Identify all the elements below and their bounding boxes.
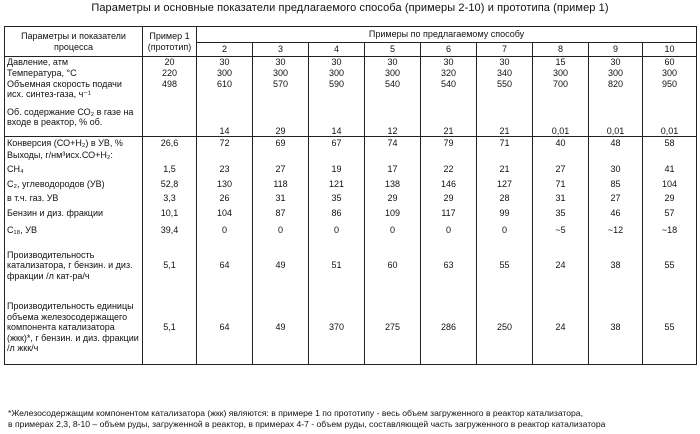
header-example-6: 6 <box>421 43 477 57</box>
cell-value: ~12 <box>589 221 643 241</box>
cell-value: 55 <box>643 291 697 365</box>
cell-value: 15 <box>533 57 589 68</box>
cell-value: 29 <box>253 107 309 137</box>
cell-value: 14 <box>309 107 365 137</box>
cell-value: 27 <box>253 162 309 177</box>
cell-value: 30 <box>365 57 421 68</box>
cell-value: 85 <box>589 177 643 192</box>
cell-value: 55 <box>643 241 697 291</box>
cell-value: 104 <box>197 206 253 221</box>
cell-value: 320 <box>421 68 477 79</box>
cell-value: 30 <box>309 57 365 68</box>
cell-value: 63 <box>421 241 477 291</box>
cell-value: 58 <box>643 137 697 150</box>
table-row <box>5 241 697 291</box>
cell-value: 550 <box>477 79 533 107</box>
cell-value: 146 <box>421 177 477 192</box>
cell-value: 286 <box>421 291 477 365</box>
cell-value: 3,3 <box>143 192 197 206</box>
cell-value: 300 <box>643 68 697 79</box>
cell-value: 300 <box>589 68 643 79</box>
cell-value: 610 <box>197 79 253 107</box>
table-row <box>5 150 697 162</box>
cell-value: 29 <box>421 192 477 206</box>
cell-value: 17 <box>365 162 421 177</box>
header-params: Параметры и показатели процесса <box>5 27 143 57</box>
cell-value: 87 <box>253 206 309 221</box>
cell-value: 20 <box>143 57 197 68</box>
cell-value: 300 <box>197 68 253 79</box>
cell-value: 22 <box>421 162 477 177</box>
cell-value: 109 <box>365 206 421 221</box>
cell-value: 30 <box>589 162 643 177</box>
table-row <box>5 68 697 79</box>
cell-value: 30 <box>477 57 533 68</box>
cell-value: 74 <box>365 137 421 150</box>
row-label: Выходы, г/нм³исх.СО+Н₂: <box>5 150 143 162</box>
header-example-3: 3 <box>253 43 309 57</box>
cell-value: 0 <box>477 221 533 241</box>
cell-value: 0,01 <box>643 107 697 137</box>
cell-value: 72 <box>197 137 253 150</box>
footnote-line-2: в примерах 2,3, 8-10 – объем руды, загруженной в реактор, в примерах 4-7 - объем руды, составляющей часть загруженного в реактор катализатора <box>8 419 606 429</box>
header-example-1: Пример 1 (прототип) <box>143 27 197 57</box>
row-label: Температура, °С <box>5 68 143 79</box>
cell-value: 49 <box>253 241 309 291</box>
cell-value: 5,1 <box>143 291 197 365</box>
cell-value: 30 <box>253 57 309 68</box>
cell-value: 35 <box>533 206 589 221</box>
row-label: Об. содержание СО₂ в газе на входе в реактор, % об. <box>5 107 143 137</box>
cell-value: 21 <box>421 107 477 137</box>
cell-value: 0 <box>197 221 253 241</box>
cell-value: 29 <box>643 192 697 206</box>
header-example-9: 9 <box>589 43 643 57</box>
row-label: С₂, углеводородов (УВ) <box>5 177 143 192</box>
cell-value <box>421 150 477 162</box>
cell-value <box>143 150 197 162</box>
cell-value: 26 <box>197 192 253 206</box>
row-label: Бензин и диз. фракции <box>5 206 143 221</box>
cell-value: 21 <box>477 162 533 177</box>
row-label: Объемная скорость подачи исх. синтез-газа, ч⁻¹ <box>5 79 143 107</box>
cell-value: 30 <box>589 57 643 68</box>
cell-value: 40 <box>533 137 589 150</box>
cell-value: 118 <box>253 177 309 192</box>
cell-value: 14 <box>197 107 253 137</box>
cell-value: 52,8 <box>143 177 197 192</box>
table-row <box>5 177 697 192</box>
header-example-7: 7 <box>477 43 533 57</box>
cell-value: 21 <box>477 107 533 137</box>
cell-value: 26,6 <box>143 137 197 150</box>
cell-value: 27 <box>533 162 589 177</box>
cell-value: 950 <box>643 79 697 107</box>
table-header <box>5 27 697 57</box>
cell-value: 60 <box>643 57 697 68</box>
row-label: в т.ч. газ. УВ <box>5 192 143 206</box>
cell-value: 67 <box>309 137 365 150</box>
cell-value: 104 <box>643 177 697 192</box>
cell-value: 55 <box>477 241 533 291</box>
cell-value: 86 <box>309 206 365 221</box>
cell-value: 10,1 <box>143 206 197 221</box>
cell-value: 49 <box>253 291 309 365</box>
row-label: С₁₈, УВ <box>5 221 143 241</box>
cell-value: 570 <box>253 79 309 107</box>
cell-value: 31 <box>533 192 589 206</box>
cell-value: 38 <box>589 241 643 291</box>
cell-value: 24 <box>533 241 589 291</box>
cell-value: 138 <box>365 177 421 192</box>
cell-value: 5,1 <box>143 241 197 291</box>
cell-value: 19 <box>309 162 365 177</box>
cell-value: 540 <box>365 79 421 107</box>
footnote-line-1: *Железосодержащим компонентом катализатора (жкк) являются: в примере 1 по прототипу - весь объем загруженного в реактор катализатора, <box>8 408 583 418</box>
header-examples-group: Примеры по предлагаемому способу <box>197 27 697 43</box>
cell-value: 300 <box>309 68 365 79</box>
cell-value: 28 <box>477 192 533 206</box>
table-row <box>5 137 697 150</box>
cell-value: 590 <box>309 79 365 107</box>
table-row <box>5 221 697 241</box>
page-title: Параметры и основные показатели предлагаемого способа (примеры 2-10) и прототипа (пример 1) <box>91 2 609 14</box>
cell-value: 0 <box>309 221 365 241</box>
cell-value: 64 <box>197 291 253 365</box>
cell-value: ~5 <box>533 221 589 241</box>
cell-value: 300 <box>365 68 421 79</box>
cell-value: 820 <box>589 79 643 107</box>
cell-value: 71 <box>533 177 589 192</box>
header-example-2: 2 <box>197 43 253 57</box>
cell-value <box>197 150 253 162</box>
cell-value <box>253 150 309 162</box>
cell-value <box>589 150 643 162</box>
cell-value: 99 <box>477 206 533 221</box>
row-label: Конверсия (СО+Н₂) в УВ, % <box>5 137 143 150</box>
cell-value: 29 <box>365 192 421 206</box>
table-row <box>5 107 697 137</box>
cell-value: 79 <box>421 137 477 150</box>
cell-value: 51 <box>309 241 365 291</box>
header-example-4: 4 <box>309 43 365 57</box>
cell-value: 38 <box>589 291 643 365</box>
cell-value: 340 <box>477 68 533 79</box>
table-row <box>5 162 697 177</box>
cell-value: 35 <box>309 192 365 206</box>
cell-value: 0 <box>421 221 477 241</box>
cell-value <box>533 150 589 162</box>
cell-value: 127 <box>477 177 533 192</box>
cell-value <box>143 107 197 137</box>
cell-value: 117 <box>421 206 477 221</box>
cell-value: 57 <box>643 206 697 221</box>
table-row <box>5 192 697 206</box>
cell-value: 121 <box>309 177 365 192</box>
row-label: Производительность единицы объема железосодержащего компонента катализатора (жкк)*, г бензин. и диз. фракции /л жкк/ч <box>5 291 143 365</box>
cell-value: 30 <box>197 57 253 68</box>
cell-value: 130 <box>197 177 253 192</box>
cell-value: 0,01 <box>533 107 589 137</box>
row-label: Производительность катализатора, г бензин. и диз. фракции /л кат-ра/ч <box>5 241 143 291</box>
cell-value: 24 <box>533 291 589 365</box>
cell-value: 498 <box>143 79 197 107</box>
cell-value: 69 <box>253 137 309 150</box>
cell-value: 275 <box>365 291 421 365</box>
cell-value: 31 <box>253 192 309 206</box>
cell-value: 30 <box>421 57 477 68</box>
cell-value: 0 <box>253 221 309 241</box>
header-example-8: 8 <box>533 43 589 57</box>
cell-value: 370 <box>309 291 365 365</box>
cell-value: 300 <box>533 68 589 79</box>
cell-value: 300 <box>253 68 309 79</box>
table-row <box>5 79 697 107</box>
cell-value: 540 <box>421 79 477 107</box>
footnote <box>8 408 698 430</box>
row-label: Давление, атм <box>5 57 143 68</box>
cell-value: 64 <box>197 241 253 291</box>
table-body <box>5 57 697 365</box>
cell-value: 48 <box>589 137 643 150</box>
cell-value: 0,01 <box>589 107 643 137</box>
cell-value <box>477 150 533 162</box>
cell-value: 23 <box>197 162 253 177</box>
cell-value: 0 <box>365 221 421 241</box>
cell-value: 41 <box>643 162 697 177</box>
cell-value: 250 <box>477 291 533 365</box>
header-example-10: 10 <box>643 43 697 57</box>
cell-value: 1,5 <box>143 162 197 177</box>
cell-value <box>365 150 421 162</box>
cell-value <box>309 150 365 162</box>
header-example-5: 5 <box>365 43 421 57</box>
cell-value: 60 <box>365 241 421 291</box>
cell-value: 12 <box>365 107 421 137</box>
cell-value: 27 <box>589 192 643 206</box>
table-row <box>5 206 697 221</box>
data-table <box>4 26 697 365</box>
cell-value <box>643 150 697 162</box>
cell-value: 700 <box>533 79 589 107</box>
cell-value: ~18 <box>643 221 697 241</box>
table-row <box>5 57 697 68</box>
row-label: СН₄ <box>5 162 143 177</box>
cell-value: 220 <box>143 68 197 79</box>
table-row <box>5 291 697 365</box>
cell-value: 46 <box>589 206 643 221</box>
cell-value: 39,4 <box>143 221 197 241</box>
cell-value: 71 <box>477 137 533 150</box>
